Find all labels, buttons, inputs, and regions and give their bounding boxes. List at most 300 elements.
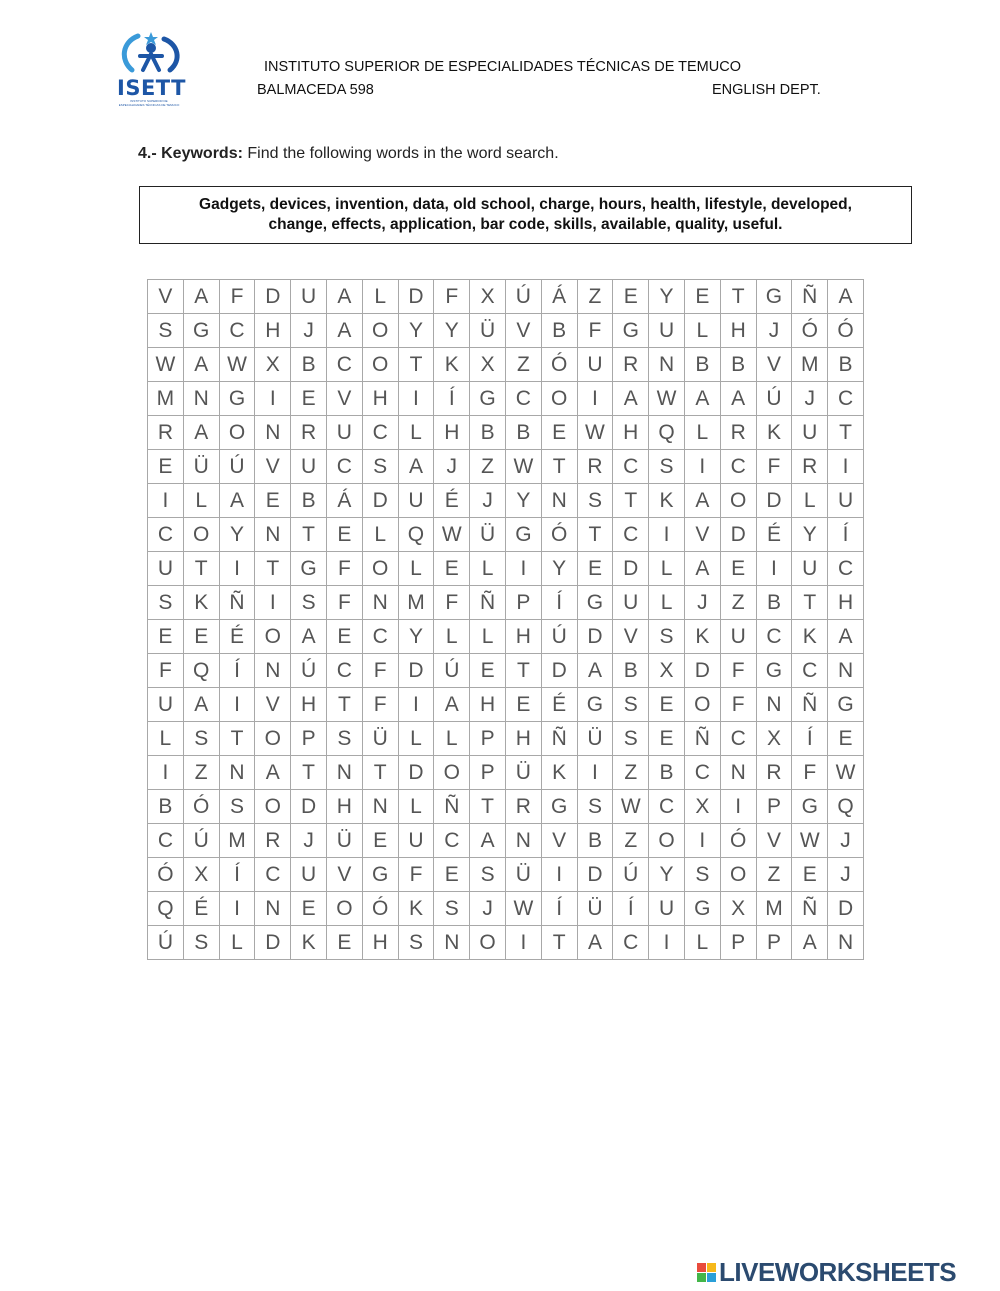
grid-cell[interactable]: N [362, 586, 398, 620]
grid-cell[interactable]: T [505, 654, 541, 688]
grid-cell[interactable]: C [792, 654, 828, 688]
grid-cell[interactable]: C [613, 926, 649, 960]
grid-cell[interactable]: A [577, 926, 613, 960]
grid-cell[interactable]: C [362, 416, 398, 450]
grid-cell[interactable]: H [434, 416, 470, 450]
grid-cell[interactable]: K [183, 586, 219, 620]
grid-cell[interactable]: I [398, 382, 434, 416]
grid-cell[interactable]: H [362, 382, 398, 416]
grid-cell[interactable]: B [148, 790, 184, 824]
grid-cell[interactable]: Ü [326, 824, 362, 858]
grid-cell[interactable]: T [720, 280, 756, 314]
grid-cell[interactable]: U [398, 484, 434, 518]
grid-cell[interactable]: A [828, 280, 864, 314]
grid-cell[interactable]: É [219, 620, 255, 654]
grid-cell[interactable]: K [398, 892, 434, 926]
grid-cell[interactable]: E [649, 688, 685, 722]
grid-cell[interactable]: B [828, 348, 864, 382]
grid-cell[interactable]: A [219, 484, 255, 518]
grid-cell[interactable]: F [326, 552, 362, 586]
grid-cell[interactable]: I [684, 824, 720, 858]
grid-cell[interactable]: C [326, 450, 362, 484]
grid-cell[interactable]: Y [398, 314, 434, 348]
grid-cell[interactable]: A [434, 688, 470, 722]
grid-cell[interactable]: W [828, 756, 864, 790]
grid-cell[interactable]: V [541, 824, 577, 858]
grid-cell[interactable]: N [219, 756, 255, 790]
grid-cell[interactable]: C [326, 654, 362, 688]
grid-cell[interactable]: B [720, 348, 756, 382]
grid-cell[interactable]: O [255, 790, 291, 824]
grid-cell[interactable]: A [183, 348, 219, 382]
grid-cell[interactable]: O [470, 926, 506, 960]
grid-cell[interactable]: K [649, 484, 685, 518]
grid-cell[interactable]: Ñ [792, 280, 828, 314]
grid-cell[interactable]: E [362, 824, 398, 858]
grid-cell[interactable]: A [828, 620, 864, 654]
grid-cell[interactable]: A [684, 484, 720, 518]
grid-cell[interactable]: N [649, 348, 685, 382]
grid-cell[interactable]: A [720, 382, 756, 416]
grid-cell[interactable]: T [613, 484, 649, 518]
grid-cell[interactable]: Í [828, 518, 864, 552]
grid-cell[interactable]: I [541, 858, 577, 892]
grid-cell[interactable]: I [505, 552, 541, 586]
grid-cell[interactable]: A [792, 926, 828, 960]
grid-cell[interactable]: Ó [541, 518, 577, 552]
grid-cell[interactable]: N [541, 484, 577, 518]
grid-cell[interactable]: L [362, 280, 398, 314]
grid-cell[interactable]: U [649, 314, 685, 348]
grid-cell[interactable]: U [291, 280, 327, 314]
grid-cell[interactable]: T [541, 450, 577, 484]
grid-cell[interactable]: B [291, 484, 327, 518]
grid-cell[interactable]: I [219, 688, 255, 722]
grid-cell[interactable]: Ó [541, 348, 577, 382]
grid-cell[interactable]: I [219, 552, 255, 586]
grid-cell[interactable]: E [649, 722, 685, 756]
grid-cell[interactable]: L [398, 552, 434, 586]
grid-cell[interactable]: N [255, 518, 291, 552]
grid-cell[interactable]: X [255, 348, 291, 382]
grid-cell[interactable]: Í [434, 382, 470, 416]
grid-cell[interactable]: E [577, 552, 613, 586]
grid-cell[interactable]: S [649, 620, 685, 654]
grid-cell[interactable]: Ú [148, 926, 184, 960]
grid-cell[interactable]: Ñ [219, 586, 255, 620]
grid-cell[interactable]: N [756, 688, 792, 722]
grid-cell[interactable]: P [291, 722, 327, 756]
grid-cell[interactable]: G [756, 280, 792, 314]
grid-cell[interactable]: U [148, 552, 184, 586]
grid-cell[interactable]: G [541, 790, 577, 824]
grid-cell[interactable]: B [505, 416, 541, 450]
grid-cell[interactable]: U [291, 450, 327, 484]
grid-cell[interactable]: I [255, 586, 291, 620]
grid-cell[interactable]: H [291, 688, 327, 722]
grid-cell[interactable]: G [183, 314, 219, 348]
grid-cell[interactable]: S [219, 790, 255, 824]
grid-cell[interactable]: C [720, 450, 756, 484]
grid-cell[interactable]: B [756, 586, 792, 620]
grid-cell[interactable]: D [828, 892, 864, 926]
grid-cell[interactable]: Á [326, 484, 362, 518]
grid-cell[interactable]: E [505, 688, 541, 722]
grid-cell[interactable]: A [470, 824, 506, 858]
grid-cell[interactable]: R [255, 824, 291, 858]
grid-cell[interactable]: M [792, 348, 828, 382]
grid-cell[interactable]: E [183, 620, 219, 654]
grid-cell[interactable]: C [219, 314, 255, 348]
grid-cell[interactable]: A [326, 314, 362, 348]
grid-cell[interactable]: C [326, 348, 362, 382]
grid-cell[interactable]: T [470, 790, 506, 824]
grid-cell[interactable]: É [434, 484, 470, 518]
grid-cell[interactable]: Q [828, 790, 864, 824]
grid-cell[interactable]: Ü [577, 722, 613, 756]
grid-cell[interactable]: N [720, 756, 756, 790]
grid-cell[interactable]: O [255, 722, 291, 756]
grid-cell[interactable]: X [756, 722, 792, 756]
grid-cell[interactable]: X [183, 858, 219, 892]
grid-cell[interactable]: C [362, 620, 398, 654]
grid-cell[interactable]: Ú [183, 824, 219, 858]
grid-cell[interactable]: T [541, 926, 577, 960]
grid-cell[interactable]: Ú [505, 280, 541, 314]
grid-cell[interactable]: T [291, 518, 327, 552]
grid-cell[interactable]: D [613, 552, 649, 586]
grid-cell[interactable]: E [434, 552, 470, 586]
grid-cell[interactable]: W [505, 892, 541, 926]
grid-cell[interactable]: Í [541, 892, 577, 926]
grid-cell[interactable]: E [326, 518, 362, 552]
grid-cell[interactable]: Ñ [541, 722, 577, 756]
grid-cell[interactable]: A [183, 280, 219, 314]
grid-cell[interactable]: I [255, 382, 291, 416]
grid-cell[interactable]: E [541, 416, 577, 450]
grid-cell[interactable]: V [684, 518, 720, 552]
grid-cell[interactable]: S [470, 858, 506, 892]
grid-cell[interactable]: J [291, 314, 327, 348]
grid-cell[interactable]: T [398, 348, 434, 382]
grid-cell[interactable]: A [183, 416, 219, 450]
grid-cell[interactable]: C [505, 382, 541, 416]
grid-cell[interactable]: I [148, 756, 184, 790]
grid-cell[interactable]: P [756, 926, 792, 960]
grid-cell[interactable]: N [255, 892, 291, 926]
grid-cell[interactable]: W [577, 416, 613, 450]
grid-cell[interactable]: A [577, 654, 613, 688]
grid-cell[interactable]: Ú [291, 654, 327, 688]
grid-cell[interactable]: Ü [183, 450, 219, 484]
grid-cell[interactable]: Ú [756, 382, 792, 416]
grid-cell[interactable]: N [183, 382, 219, 416]
grid-cell[interactable]: G [362, 858, 398, 892]
grid-cell[interactable]: D [684, 654, 720, 688]
grid-cell[interactable]: I [756, 552, 792, 586]
grid-cell[interactable]: R [505, 790, 541, 824]
grid-cell[interactable]: L [148, 722, 184, 756]
grid-cell[interactable]: Z [613, 756, 649, 790]
grid-cell[interactable]: A [291, 620, 327, 654]
grid-cell[interactable]: I [649, 518, 685, 552]
grid-cell[interactable]: T [362, 756, 398, 790]
grid-cell[interactable]: J [756, 314, 792, 348]
grid-cell[interactable]: O [183, 518, 219, 552]
grid-cell[interactable]: H [613, 416, 649, 450]
grid-cell[interactable]: E [613, 280, 649, 314]
grid-cell[interactable]: L [398, 722, 434, 756]
grid-cell[interactable]: I [720, 790, 756, 824]
grid-cell[interactable]: L [219, 926, 255, 960]
grid-cell[interactable]: A [684, 382, 720, 416]
grid-cell[interactable]: F [362, 688, 398, 722]
grid-cell[interactable]: Ú [434, 654, 470, 688]
grid-cell[interactable]: Ñ [792, 892, 828, 926]
grid-cell[interactable]: E [828, 722, 864, 756]
grid-cell[interactable]: D [255, 926, 291, 960]
grid-cell[interactable]: I [649, 926, 685, 960]
grid-cell[interactable]: T [577, 518, 613, 552]
grid-cell[interactable]: F [362, 654, 398, 688]
grid-cell[interactable]: Y [434, 314, 470, 348]
grid-cell[interactable]: E [291, 892, 327, 926]
grid-cell[interactable]: O [326, 892, 362, 926]
grid-cell[interactable]: D [541, 654, 577, 688]
grid-cell[interactable]: E [470, 654, 506, 688]
grid-cell[interactable]: Ú [541, 620, 577, 654]
grid-cell[interactable]: U [398, 824, 434, 858]
grid-cell[interactable]: E [255, 484, 291, 518]
grid-cell[interactable]: C [613, 518, 649, 552]
grid-cell[interactable]: A [183, 688, 219, 722]
grid-cell[interactable]: Ú [219, 450, 255, 484]
grid-cell[interactable]: Q [649, 416, 685, 450]
grid-cell[interactable]: L [792, 484, 828, 518]
grid-cell[interactable]: S [291, 586, 327, 620]
grid-cell[interactable]: Y [219, 518, 255, 552]
grid-cell[interactable]: N [434, 926, 470, 960]
grid-cell[interactable]: G [470, 382, 506, 416]
grid-cell[interactable]: S [684, 858, 720, 892]
grid-cell[interactable]: Y [505, 484, 541, 518]
grid-cell[interactable]: K [291, 926, 327, 960]
grid-cell[interactable]: J [470, 892, 506, 926]
grid-cell[interactable]: J [828, 858, 864, 892]
grid-cell[interactable]: N [255, 416, 291, 450]
grid-cell[interactable]: G [219, 382, 255, 416]
grid-cell[interactable]: D [255, 280, 291, 314]
grid-cell[interactable]: R [148, 416, 184, 450]
grid-cell[interactable]: Í [613, 892, 649, 926]
grid-cell[interactable]: S [183, 722, 219, 756]
grid-cell[interactable]: J [792, 382, 828, 416]
grid-cell[interactable]: I [577, 382, 613, 416]
grid-cell[interactable]: J [828, 824, 864, 858]
grid-cell[interactable]: K [541, 756, 577, 790]
grid-cell[interactable]: J [684, 586, 720, 620]
grid-cell[interactable]: V [148, 280, 184, 314]
grid-cell[interactable]: H [828, 586, 864, 620]
grid-cell[interactable]: D [577, 858, 613, 892]
grid-cell[interactable]: P [470, 756, 506, 790]
grid-cell[interactable]: S [326, 722, 362, 756]
grid-cell[interactable]: Ü [470, 518, 506, 552]
grid-cell[interactable]: W [505, 450, 541, 484]
grid-cell[interactable]: Z [720, 586, 756, 620]
grid-cell[interactable]: H [362, 926, 398, 960]
grid-cell[interactable]: W [649, 382, 685, 416]
grid-cell[interactable]: X [684, 790, 720, 824]
grid-cell[interactable]: H [505, 722, 541, 756]
grid-cell[interactable]: L [183, 484, 219, 518]
grid-cell[interactable]: Ó [362, 892, 398, 926]
grid-cell[interactable]: C [684, 756, 720, 790]
grid-cell[interactable]: E [434, 858, 470, 892]
grid-cell[interactable]: B [470, 416, 506, 450]
grid-cell[interactable]: H [470, 688, 506, 722]
grid-cell[interactable]: W [219, 348, 255, 382]
grid-cell[interactable]: W [792, 824, 828, 858]
grid-cell[interactable]: S [148, 314, 184, 348]
grid-cell[interactable]: Z [756, 858, 792, 892]
grid-cell[interactable]: H [505, 620, 541, 654]
grid-cell[interactable]: F [326, 586, 362, 620]
grid-cell[interactable]: S [613, 722, 649, 756]
grid-cell[interactable]: Q [398, 518, 434, 552]
grid-cell[interactable]: Z [183, 756, 219, 790]
grid-cell[interactable]: Í [541, 586, 577, 620]
grid-cell[interactable]: Q [183, 654, 219, 688]
grid-cell[interactable]: T [291, 756, 327, 790]
grid-cell[interactable]: F [434, 280, 470, 314]
grid-cell[interactable]: L [684, 314, 720, 348]
grid-cell[interactable]: U [828, 484, 864, 518]
grid-cell[interactable]: K [434, 348, 470, 382]
grid-cell[interactable]: W [613, 790, 649, 824]
grid-cell[interactable]: F [434, 586, 470, 620]
grid-cell[interactable]: I [828, 450, 864, 484]
grid-cell[interactable]: E [720, 552, 756, 586]
grid-cell[interactable]: F [756, 450, 792, 484]
grid-cell[interactable]: X [470, 280, 506, 314]
grid-cell[interactable]: A [613, 382, 649, 416]
grid-cell[interactable]: U [148, 688, 184, 722]
grid-cell[interactable]: G [505, 518, 541, 552]
grid-cell[interactable]: G [792, 790, 828, 824]
grid-cell[interactable]: A [326, 280, 362, 314]
grid-cell[interactable]: F [219, 280, 255, 314]
grid-cell[interactable]: S [183, 926, 219, 960]
grid-cell[interactable]: N [362, 790, 398, 824]
grid-cell[interactable]: A [684, 552, 720, 586]
grid-cell[interactable]: A [255, 756, 291, 790]
grid-cell[interactable]: Ó [183, 790, 219, 824]
grid-cell[interactable]: O [720, 484, 756, 518]
grid-cell[interactable]: Ó [148, 858, 184, 892]
grid-cell[interactable]: Y [649, 280, 685, 314]
grid-cell[interactable]: C [255, 858, 291, 892]
grid-cell[interactable]: P [756, 790, 792, 824]
grid-cell[interactable]: O [720, 858, 756, 892]
grid-cell[interactable]: G [613, 314, 649, 348]
grid-cell[interactable]: S [362, 450, 398, 484]
grid-cell[interactable]: V [505, 314, 541, 348]
grid-cell[interactable]: R [756, 756, 792, 790]
grid-cell[interactable]: H [720, 314, 756, 348]
grid-cell[interactable]: U [577, 348, 613, 382]
grid-cell[interactable]: Q [148, 892, 184, 926]
grid-cell[interactable]: T [219, 722, 255, 756]
grid-cell[interactable]: X [649, 654, 685, 688]
grid-cell[interactable]: G [828, 688, 864, 722]
grid-cell[interactable]: L [398, 790, 434, 824]
grid-cell[interactable]: V [255, 688, 291, 722]
grid-cell[interactable]: S [398, 926, 434, 960]
grid-cell[interactable]: O [362, 552, 398, 586]
grid-cell[interactable]: F [577, 314, 613, 348]
grid-cell[interactable]: D [577, 620, 613, 654]
grid-cell[interactable]: Y [398, 620, 434, 654]
grid-cell[interactable]: L [362, 518, 398, 552]
grid-cell[interactable]: O [541, 382, 577, 416]
grid-cell[interactable]: E [148, 620, 184, 654]
grid-cell[interactable]: R [577, 450, 613, 484]
grid-cell[interactable]: Ñ [792, 688, 828, 722]
grid-cell[interactable]: V [326, 858, 362, 892]
grid-cell[interactable]: K [756, 416, 792, 450]
grid-cell[interactable]: P [720, 926, 756, 960]
grid-cell[interactable]: Í [792, 722, 828, 756]
grid-cell[interactable]: C [828, 382, 864, 416]
grid-cell[interactable]: É [183, 892, 219, 926]
grid-cell[interactable]: T [183, 552, 219, 586]
grid-cell[interactable]: Ü [505, 756, 541, 790]
grid-cell[interactable]: V [326, 382, 362, 416]
grid-cell[interactable]: L [649, 586, 685, 620]
grid-cell[interactable]: R [720, 416, 756, 450]
grid-cell[interactable]: G [684, 892, 720, 926]
grid-cell[interactable]: O [255, 620, 291, 654]
grid-cell[interactable]: O [219, 416, 255, 450]
grid-cell[interactable]: V [255, 450, 291, 484]
grid-cell[interactable]: V [756, 348, 792, 382]
grid-cell[interactable]: Y [792, 518, 828, 552]
grid-cell[interactable]: Ó [720, 824, 756, 858]
grid-cell[interactable]: P [470, 722, 506, 756]
grid-cell[interactable]: Z [470, 450, 506, 484]
grid-cell[interactable]: S [434, 892, 470, 926]
grid-cell[interactable]: F [792, 756, 828, 790]
grid-cell[interactable]: S [577, 484, 613, 518]
grid-cell[interactable]: Ó [828, 314, 864, 348]
grid-cell[interactable]: E [148, 450, 184, 484]
grid-cell[interactable]: C [148, 824, 184, 858]
grid-cell[interactable]: C [649, 790, 685, 824]
grid-cell[interactable]: S [148, 586, 184, 620]
grid-cell[interactable]: B [684, 348, 720, 382]
grid-cell[interactable]: N [326, 756, 362, 790]
grid-cell[interactable]: G [756, 654, 792, 688]
grid-cell[interactable]: O [434, 756, 470, 790]
grid-cell[interactable]: N [828, 654, 864, 688]
grid-cell[interactable]: F [398, 858, 434, 892]
grid-cell[interactable]: Ñ [684, 722, 720, 756]
grid-cell[interactable]: W [148, 348, 184, 382]
grid-cell[interactable]: É [541, 688, 577, 722]
grid-cell[interactable]: L [649, 552, 685, 586]
grid-cell[interactable]: R [792, 450, 828, 484]
